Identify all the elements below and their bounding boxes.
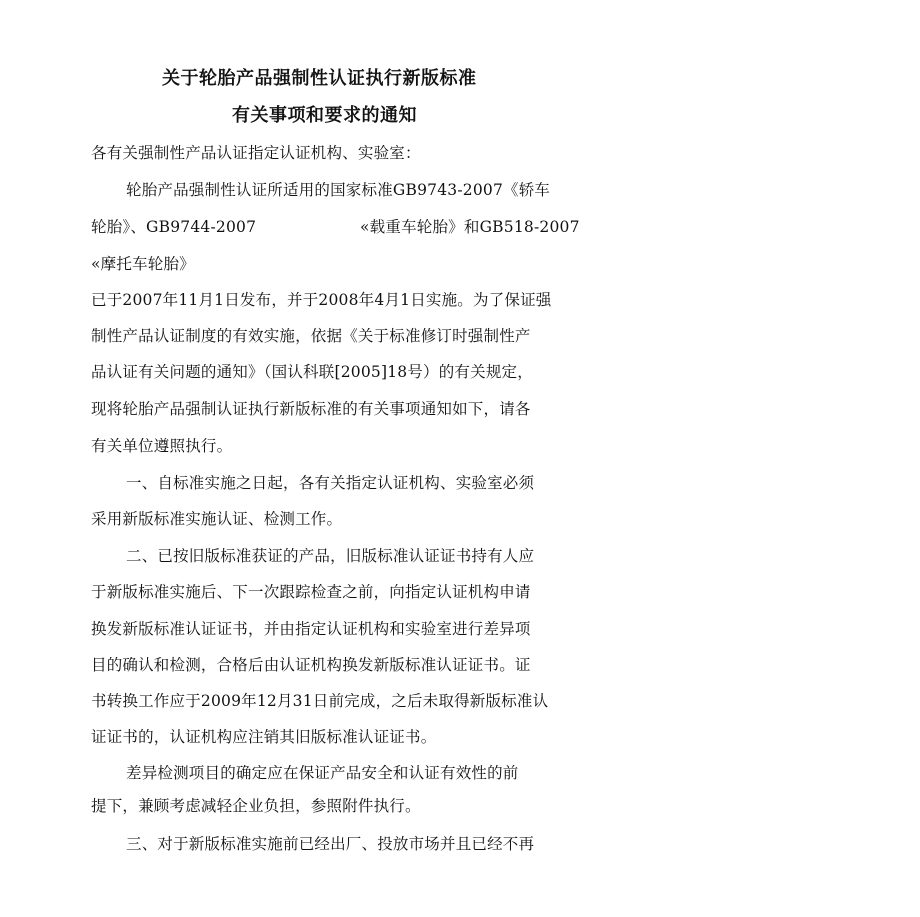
paragraph-1-line-2a: 轮胎》、GB9744-2007 [91, 218, 257, 236]
document-title-line-1: 关于轮胎产品强制性认证执行新版标准 [162, 68, 477, 89]
paragraph-4-line-2: 提下，兼顾考虑减轻企业负担，参照附件执行。 [91, 797, 421, 815]
paragraph-1-line-7: 现将轮胎产品强制认证执行新版标准的有关事项通知如下，请各 [91, 400, 531, 418]
paragraph-1-line-2b: «载重车轮胎》和GB518-2007 [360, 218, 580, 236]
document-title-line-2: 有关事项和要求的通知 [232, 105, 417, 126]
paragraph-3-line-4: 目的确认和检测，合格后由认证机构换发新版标准认证证书。证 [91, 656, 531, 674]
paragraph-1-line-3: «摩托车轮胎》 [91, 255, 195, 273]
paragraph-1-line-5: 制性产品认证制度的有效实施，依据《关于标准修订时强制性产 [91, 327, 531, 345]
paragraph-1-line-8: 有关单位遵照执行。 [91, 437, 233, 455]
paragraph-2-line-1: 一、自标准实施之日起，各有关指定认证机构、实验室必须 [126, 474, 535, 492]
paragraph-1-line-6: 品认证有关问题的通知》（国认科联[2005]18号）的有关规定， [91, 363, 533, 381]
paragraph-1-line-1: 轮胎产品强制性认证所适用的国家标准GB9743-2007《轿车 [126, 181, 551, 199]
paragraph-2-line-2: 采用新版标准实施认证、检测工作。 [91, 510, 343, 528]
paragraph-3-line-3: 换发新版标准认证证书，并由指定认证机构和实验室进行差异项 [91, 620, 531, 638]
paragraph-3-line-6: 证证书的，认证机构应注销其旧版标准认证证书。 [91, 728, 437, 746]
paragraph-3-line-1: 二、已按旧版标准获证的产品，旧版标准认证证书持有人应 [126, 547, 535, 565]
paragraph-3-line-5: 书转换工作应于2009年12月31日前完成，之后未取得新版标准认 [91, 692, 549, 710]
paragraph-1-line-4: 已于2007年11月1日发布，并于2008年4月1日实施。为了保证强 [91, 291, 552, 309]
paragraph-3-line-2: 于新版标准实施后、下一次跟踪检查之前，向指定认证机构申请 [91, 583, 531, 601]
paragraph-4-line-1: 差异检测项目的确定应在保证产品安全和认证有效性的前 [126, 764, 519, 782]
paragraph-5-line-1: 三、对于新版标准实施前已经出厂、投放市场并且已经不再 [126, 835, 535, 853]
salutation: 各有关强制性产品认证指定认证机构、实验室： [91, 144, 421, 162]
